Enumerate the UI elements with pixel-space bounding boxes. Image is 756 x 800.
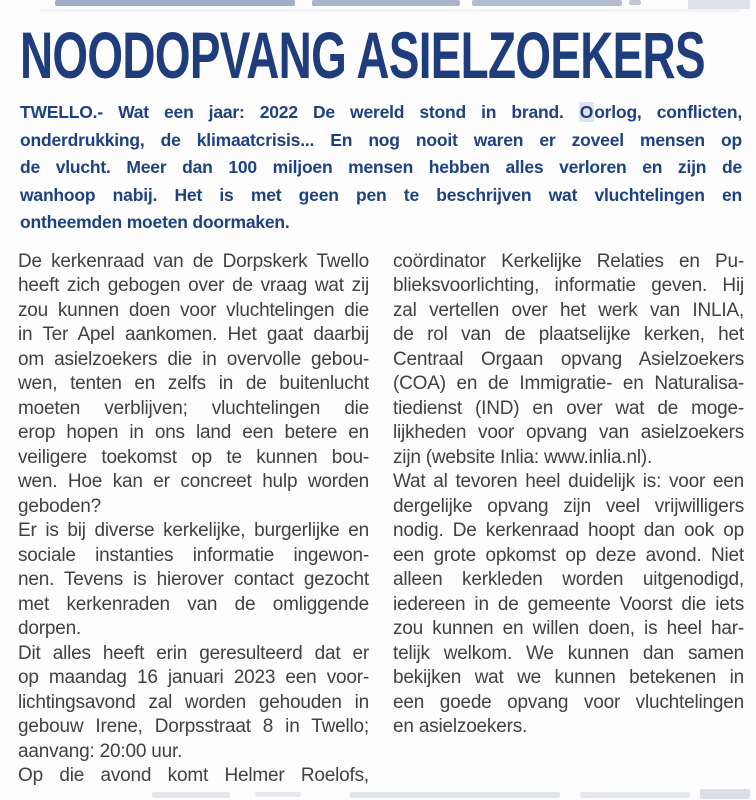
headline-wrap: [20, 18, 744, 92]
text-line: de rol van de plaatselijke kerken, het: [393, 324, 744, 345]
text-line: een grote opkomst op deze avond. Niet: [393, 544, 744, 566]
article-column-right: [393, 250, 744, 789]
highlighted-letter: O: [579, 102, 594, 122]
text-line: zijn (website Inlia: www.inlia.nl).: [393, 446, 653, 468]
text-line: en asielzoekers.: [393, 716, 528, 737]
article-column-left: [18, 250, 369, 789]
text-line: met kerkenraden van de omliggende: [18, 593, 369, 615]
bottom-cropped-text-fragment: [350, 792, 560, 798]
text-line: coördinator Kerkelijke Relaties en Pu-: [393, 250, 744, 272]
text-line: erop hopen in ons land een betere en: [18, 422, 369, 443]
text-line: bekijken wat we kunnen betekenen in: [393, 667, 744, 688]
text-line: zal vertellen over het werk van INLIA,: [393, 299, 744, 321]
text-line: de vlucht. Meer dan 100 miljoen mensen hebben alles verloren en zijn de: [20, 157, 742, 177]
text-line: gebouw Irene, Dorpsstraat 8 in Twello;: [18, 716, 369, 737]
top-cropped-text-fragment: [629, 0, 641, 5]
article-intro: [20, 99, 742, 237]
text-line: (COA) en de Immigratie- en Naturalisa-: [393, 373, 744, 394]
top-cropped-text-fragment: [55, 0, 295, 6]
text-line: geboden?: [18, 495, 101, 517]
text-line: heeft zich gebogen over de vraag wat zij: [18, 275, 369, 296]
top-cropped-text-fragment: [40, 9, 740, 12]
text-line: moeten verblijven; vluchtelingen die: [18, 397, 369, 419]
text-line: lijkheden voor opvang van asielzoekers: [393, 422, 744, 443]
bottom-cropped-text-fragment: [255, 792, 301, 797]
text-line: Er is bij diverse kerkelijke, burgerlijke en: [18, 520, 369, 541]
text-line: wen. Hoe kan er concreet hulp worden: [18, 471, 369, 492]
text-line: blieksvoorlichting, informatie geven. Hij: [393, 275, 744, 296]
text-line: een goede opvang voor vluchtelingen: [393, 691, 744, 713]
text-line: dorpen.: [18, 618, 82, 639]
text-line: aanvang: 20:00 uur.: [18, 740, 183, 762]
text-line: onderdrukking, de klimaatcrisis... En nog nooit waren er zoveel mensen op: [20, 129, 742, 150]
text-line: in Ter Apel aankomen. Het gaat daarbij: [18, 324, 369, 345]
bottom-cropped-text-fragment: [152, 792, 230, 798]
article-headline: NOODOPVANG ASIELZOEKERS: [20, 18, 705, 92]
bottom-cropped-text-fragment: [700, 789, 750, 799]
text-line: TWELLO.- Wat een jaar: 2022 De wereld stond in brand. Oorlog, conflicten,: [20, 102, 742, 122]
text-line: Op die avond komt Helmer Roelofs,: [18, 765, 369, 786]
text-line: dergelijke opvang zijn veel vrijwilligers: [393, 495, 744, 517]
article-body: [18, 250, 744, 789]
text-line: sociale instanties informatie ingewon-: [18, 544, 369, 566]
text-line: nodig. De kerkenraad hoopt dan ook op: [393, 520, 744, 541]
bottom-cropped-text-fragment: [580, 792, 690, 798]
text-line: op maandag 16 januari 2023 een voor-: [18, 667, 369, 688]
text-line: wanhoop nabij. Het is met geen pen te beschrijven wat vluchtelingen en: [20, 184, 742, 205]
text-line: tiedienst (IND) en over wat de moge-: [393, 397, 744, 419]
text-line: ontheemden moeten doormaken.: [20, 212, 290, 232]
text-line: lichtingsavond zal worden gehouden in: [18, 691, 369, 713]
text-line: zou kunnen en willen doen, is heel har-: [393, 618, 744, 639]
top-cropped-text-fragment: [688, 0, 750, 9]
text-line: alleen kerkleden worden uitgenodigd,: [393, 569, 744, 590]
text-line: De kerkenraad van de Dorpskerk Twello: [18, 250, 369, 272]
text-line: zou kunnen doen voor vluchtelingen die: [18, 299, 369, 321]
text-line: Dit alles heeft erin geresulteerd dat er: [18, 642, 369, 664]
text-line: Centraal Orgaan opvang Asielzoekers: [393, 348, 744, 370]
text-line: iedereen in de gemeente Voorst die iets: [393, 593, 744, 615]
top-cropped-text-fragment: [312, 0, 460, 6]
text-line: nen. Tevens is hierover contact gezocht: [18, 569, 369, 590]
text-line: Wat al tevoren heel duidelijk is: voor een: [393, 471, 744, 492]
text-line: wen, tenten en zelfs in de buitenlucht: [18, 373, 369, 394]
top-cropped-text-fragment: [472, 0, 622, 6]
text-line: om asielzoekers die in overvolle gebou-: [18, 348, 369, 370]
text-line: veiligere toekomst op te kunnen bou-: [18, 446, 369, 468]
text-line: telijk welkom. We kunnen dan samen: [393, 642, 744, 664]
